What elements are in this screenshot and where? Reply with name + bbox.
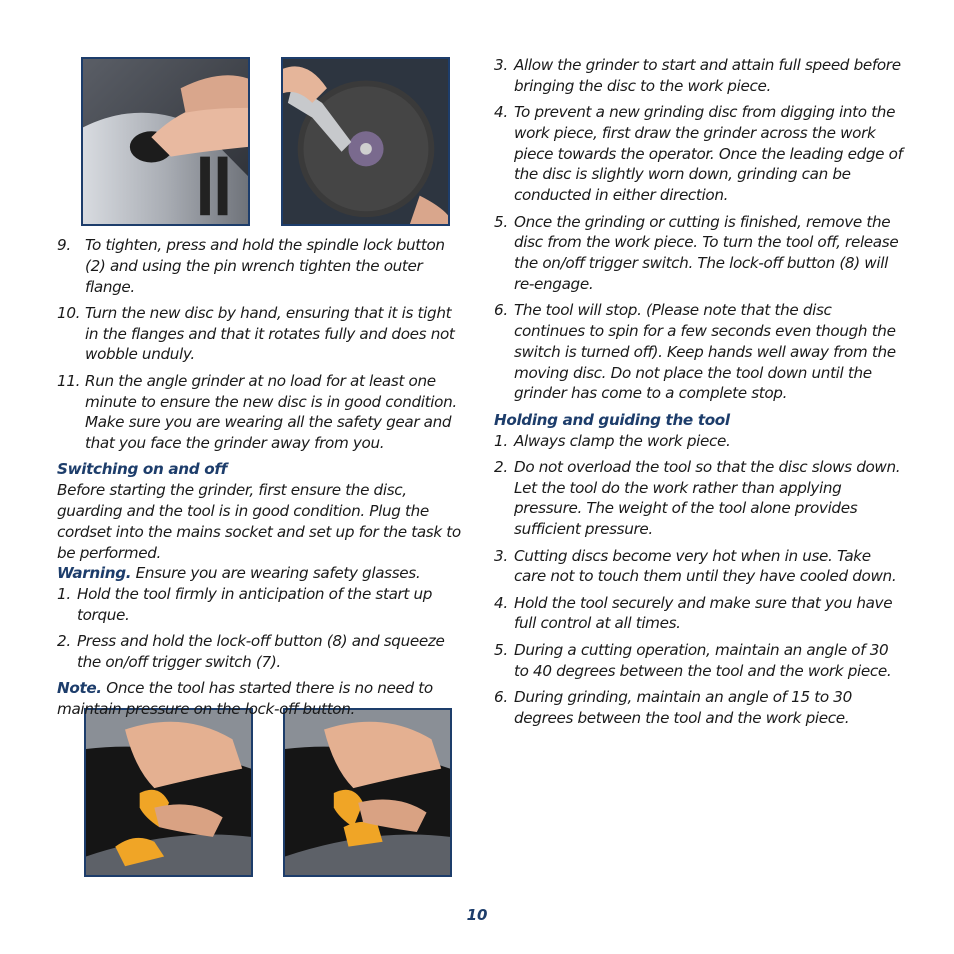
list-text: Press and hold the lock-off button (8) and squeeze the on/off trigger switch (7). <box>77 632 445 672</box>
list-text: Once the grinding or cutting is finished, remove the disc from the work piece. To turn the tool off, release the on/off trigger switch. The lock-off button (8) will re-engage. <box>514 212 899 293</box>
warning-paragraph <box>57 563 462 584</box>
list-number: 4. <box>494 103 508 122</box>
list-item <box>57 371 462 454</box>
list-item <box>57 631 462 673</box>
list-number: 3. <box>494 546 508 565</box>
warning-label: Warning. <box>57 564 132 583</box>
list-item <box>494 457 904 540</box>
list-number: 5. <box>494 640 508 659</box>
list-text: Do not overload the tool so that the disc slows down. Let the tool do the work rather than applying pressure. The weight of the tool alone provides sufficient pressure. <box>514 457 901 539</box>
list-item <box>57 303 462 365</box>
list-number: 2. <box>494 457 508 476</box>
list-text: During grinding, maintain an angle of 15 to 30 degrees between the tool and the work piece. <box>514 687 852 727</box>
list-text: To prevent a new grinding disc from digging into the work piece, first draw the grinder across the work piece towards the operator. Once the leading edge of the disc is slightly worn down, grinding can be conducted in either direction. <box>514 103 903 205</box>
list-item <box>494 55 904 97</box>
list-text: Turn the new disc by hand, ensuring that it is tight in the flanges and that it rotates fully and does not wobble unduly. <box>85 303 455 364</box>
list-text: The tool will stop. (Please note that the disc continues to spin for a few seconds even though the switch is turned off). Keep hands well away from the moving disc. Do not place the tool down until the grinder has come to a complete stop. <box>514 301 896 403</box>
list-text: Always clamp the work piece. <box>514 431 731 450</box>
list-number: 1. <box>57 585 71 604</box>
list-number: 9. <box>57 236 71 254</box>
list-text: To tighten, press and hold the spindle lock button (2) and using the pin wrench tighten the outer flange. <box>85 236 445 296</box>
spindle-lock-button-photo <box>81 57 250 226</box>
note-text: Once the tool has started there is no need to maintain pressure on the lock-off button. <box>57 679 433 719</box>
list-number: 3. <box>494 56 508 74</box>
trigger-switch-grip-photo <box>283 708 452 877</box>
left-column-top <box>57 235 462 720</box>
list-text: Run the angle grinder at no load for at least one minute to ensure the new disc is in good condition. Make sure you are wearing all the safety gear and that you face the grinder away from you. <box>85 371 457 453</box>
list-number: 4. <box>494 593 508 612</box>
page-number: 10 <box>466 906 488 924</box>
list-number: 1. <box>494 431 508 450</box>
right-column <box>494 55 904 734</box>
note-paragraph <box>57 678 462 720</box>
list-number: 10. <box>57 303 81 322</box>
list-item <box>494 593 904 635</box>
list-number: 6. <box>494 687 508 706</box>
section-heading-holding: Holding and guiding the tool <box>494 410 730 429</box>
list-text: Cutting discs become very hot when in use. Take care not to touch them until they have cooled down. <box>514 546 897 586</box>
section-heading-switching: Switching on and off <box>57 460 227 479</box>
list-number: 11. <box>57 371 81 390</box>
intro-paragraph: Before starting the grinder, first ensure the disc, guarding and the tool is in good condition. Plug the cordset into the mains socket and set up for the task to be performed. <box>57 481 461 562</box>
list-item <box>494 102 904 206</box>
list-number: 5. <box>494 212 508 231</box>
warning-text: Ensure you are wearing safety glasses. <box>131 564 421 583</box>
list-item <box>494 300 904 404</box>
list-item <box>494 687 904 729</box>
list-text: During a cutting operation, maintain an angle of 30 to 40 degrees between the tool and the work piece. <box>514 640 892 680</box>
list-item <box>494 640 904 682</box>
list-number: 6. <box>494 301 508 320</box>
list-item <box>494 546 904 588</box>
list-item <box>494 431 904 452</box>
list-item <box>57 584 462 626</box>
list-item <box>494 212 904 295</box>
list-text: Hold the tool firmly in anticipation of the start up torque. <box>77 585 433 625</box>
lock-off-button-grip-photo <box>84 708 253 877</box>
list-text: Hold the tool securely and make sure that you have full control at all times. <box>514 593 893 633</box>
pin-wrench-flange-photo <box>281 57 450 226</box>
note-label: Note. <box>57 679 102 698</box>
list-text: Allow the grinder to start and attain full speed before bringing the disc to the work piece. <box>514 56 901 95</box>
list-number: 2. <box>57 632 71 651</box>
list-item <box>57 235 462 297</box>
